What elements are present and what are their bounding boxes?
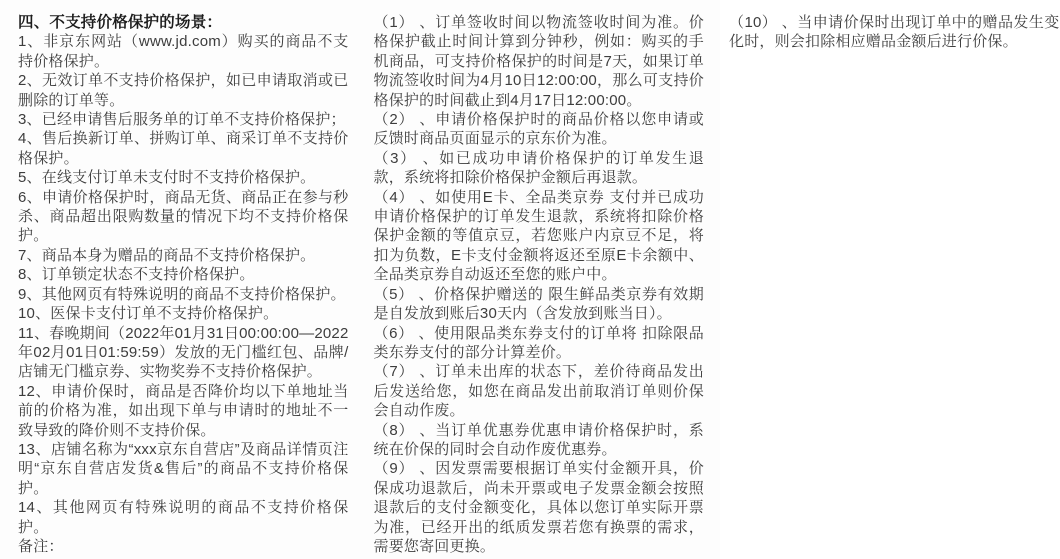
scenario-item: 11、春晚期间（2022年01月31日00:00:00—2022年02月01日01:59:59）发放的无门槛红包、品牌/店铺无门槛京券、实物奖券不支持价格保护。 bbox=[18, 324, 349, 381]
scenario-item: 9、其他网页有特殊说明的商品不支持价格保护。 bbox=[18, 285, 346, 303]
scenario-item: 12、申请价保时，商品是否降价均以下单地址当前的价格为准，如出现下单与申请时的地址不一致导致的降价则不支持价保。 bbox=[18, 382, 349, 439]
scenario-item: 2、无效订单不支持价格保护，如已申请取消或已删除的订单等。 bbox=[18, 72, 349, 109]
note-item: （2） 、申请价格保护时的商品价格以您申请或反馈时商品页面显示的京东价为准。 bbox=[373, 111, 704, 148]
note-item: （10） 、当申请价保时出现订单中的赠品发生变化时，则会扣除相应赠品金额后进行价保。 bbox=[729, 14, 1060, 51]
scenario-item: 6、申请价格保护时，商品无货、商品正在参与秒杀、商品超出限购数量的情况下均不支持价格保护。 bbox=[18, 188, 349, 245]
note-item: （3） 、如已成功申请价格保护的订单发生退款，系统将扣除价格保护金额后再退款。 bbox=[373, 149, 704, 187]
scenario-item: 13、店铺名称为“xxx京东自营店”及商品详情页注明“京东自营店发货&售后”的商品不支持价格保护。 bbox=[18, 440, 349, 497]
scenario-item: 5、在线支付订单未支付时不支持价格保护。 bbox=[18, 169, 316, 187]
note-item: （6） 、使用限品类东券支付的订单将 扣除限品类东券支付的部分计算差价。 bbox=[373, 324, 704, 361]
scenario-item: 1、非京东网站（www.jd.com）购买的商品不支持价格保护。 bbox=[18, 33, 349, 70]
note-item: （8） 、当订单优惠券优惠申请价格保护时，系统在价保的同时会自动作废优惠券。 bbox=[373, 421, 704, 458]
section-heading: 四、不支持价格保护的场景： bbox=[18, 14, 223, 31]
scenario-item: 3、已经申请售后服务单的订单不支持价格保护； bbox=[18, 111, 346, 129]
notes-list bbox=[374, 13, 1060, 559]
note-item: （4） 、如使用E卡、全品类京券 支付并已成功申请价格保护的订单发生退款，系统将扣除价格保护金额的等值京豆，若您账户内京豆不足，将扣为负数，E卡支付金额将返还至原E卡余额中、全品类京券自动返还至您的账户中。 bbox=[373, 188, 704, 284]
note-item: （1） 、订单签收时间以物流签收时间为准。价格保护截止时间计算到分钟秒，例如：购买的手机商品，可支持价格保护的时间是7天，如果订单物流签收时间为4月10日12:00:00，那么可支持价格保护的时间截止到4月17日12:00:00。 bbox=[373, 14, 704, 109]
unsupported-scenarios-list bbox=[18, 32, 349, 537]
scenario-item: 7、商品本身为赠品的商品不支持价格保护。 bbox=[18, 246, 316, 264]
scenario-item: 4、售后换新订单、拼购订单、商采订单不支持价格保护。 bbox=[18, 130, 349, 167]
notes-heading: 备注： bbox=[18, 537, 64, 555]
scenario-item: 8、订单锁定状态不支持价格保护。 bbox=[18, 266, 255, 284]
note-item: （7） 、订单未出库的状态下，差价待商品发出后发送给您，如您在商品发出前取消订单则价保会自动作废。 bbox=[373, 363, 704, 420]
note-item: （9） 、因发票需要根据订单实付金额开具，价保成功退款后，尚未开票或电子发票金额会按照退款后的支付金额变化，具体以您订单实际开票为准，已经开出的纸质发票若您有换票的需求，需要您寄回更换。 bbox=[373, 460, 704, 555]
scenario-item: 10、医保卡支付订单不支持价格保护。 bbox=[18, 305, 279, 323]
note-item: （5） 、价格保护赠送的 限生鲜品类京券有效期是自发放到账后30天内（含发放到账当日）。 bbox=[373, 285, 704, 323]
scenario-item: 14、其他网页有特殊说明的商品不支持价格保护。 bbox=[18, 499, 349, 536]
